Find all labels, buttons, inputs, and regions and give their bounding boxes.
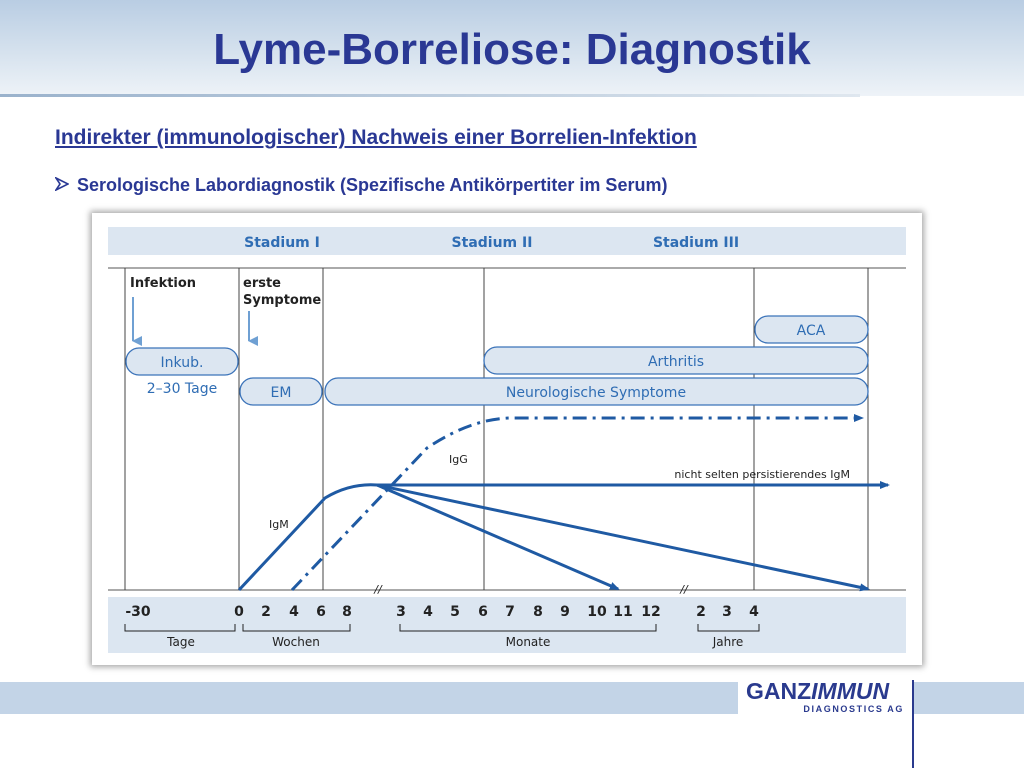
logo-wordmark [746, 678, 889, 705]
aca-label: ACA [796, 323, 826, 339]
tick-months-7: 7 [505, 604, 515, 620]
infection-label: Infektion [130, 276, 197, 291]
slide-subtitle: Indirekter (immunologischer) Nachweis einer Borrelien-Infektion [55, 126, 697, 149]
incubation-duration-label: 2–30 Tage [146, 381, 218, 397]
axis-break-mark-2: // [680, 583, 688, 596]
logo-subline: DIAGNOSTICS AG [803, 704, 904, 714]
igg-label: IgG [449, 453, 468, 466]
tick-years-4: 4 [749, 604, 759, 620]
igm-label: IgM [269, 518, 289, 531]
stage-2-label: Stadium II [451, 235, 533, 251]
tick-weeks-8: 8 [342, 604, 352, 620]
arthritis-label: Arthritis [647, 354, 705, 370]
stage-3-label: Stadium III [652, 235, 740, 251]
arrowhead-bullet-icon [55, 175, 77, 196]
tick-months-6: 6 [478, 604, 488, 620]
axis-break-mark-1: // [374, 583, 382, 596]
incubation-label: Inkub. [160, 355, 204, 371]
title-underline [0, 94, 860, 97]
tick-months-8: 8 [533, 604, 543, 620]
tick-days-0: 0 [234, 604, 244, 620]
tick-years-2: 2 [696, 604, 706, 620]
tick-months-12: 12 [641, 604, 661, 620]
unit-weeks: Wochen [272, 635, 320, 649]
tick-months-4: 4 [423, 604, 433, 620]
figure-svg [92, 213, 922, 665]
tick-months-10: 10 [587, 604, 607, 620]
tick-months-9: 9 [560, 604, 570, 620]
stage-1-label: Stadium I [244, 235, 320, 251]
logo-part2: IMMUN [811, 678, 890, 704]
first-symptoms-label-1: erste [243, 276, 281, 291]
tick-months-11: 11 [613, 604, 633, 620]
tick-months-3: 3 [396, 604, 406, 620]
igm-persist-label: nicht selten persistierendes IgM [674, 468, 850, 481]
igm-decline-line-2 [377, 485, 868, 589]
bullet-item [55, 175, 667, 196]
footer-vertical-line [912, 680, 914, 768]
bullet-text: Serologische Labordiagnostik (Spezifische Antikörpertiter im Serum) [77, 175, 668, 195]
tick-years-3: 3 [722, 604, 732, 620]
first-symptoms-label-2: Symptome [243, 293, 322, 308]
unit-months: Monate [505, 635, 551, 649]
unit-days: Tage [167, 635, 195, 649]
tick-weeks-2: 2 [261, 604, 271, 620]
tick-days-minus30: -30 [125, 604, 151, 620]
tick-weeks-4: 4 [289, 604, 299, 620]
igg-curve [292, 418, 862, 590]
logo-part1: GANZ [746, 678, 812, 704]
borreliosis-serology-figure [92, 213, 922, 665]
tick-weeks-6: 6 [316, 604, 326, 620]
slide-title: Lyme-Borreliose: Diagnostik [213, 25, 811, 74]
em-label: EM [270, 385, 292, 401]
igm-decline-line-1 [377, 485, 618, 589]
unit-years: Jahre [712, 635, 744, 649]
tick-months-5: 5 [450, 604, 460, 620]
company-logo [738, 676, 912, 718]
neuro-label: Neurologische Symptome [505, 385, 687, 401]
